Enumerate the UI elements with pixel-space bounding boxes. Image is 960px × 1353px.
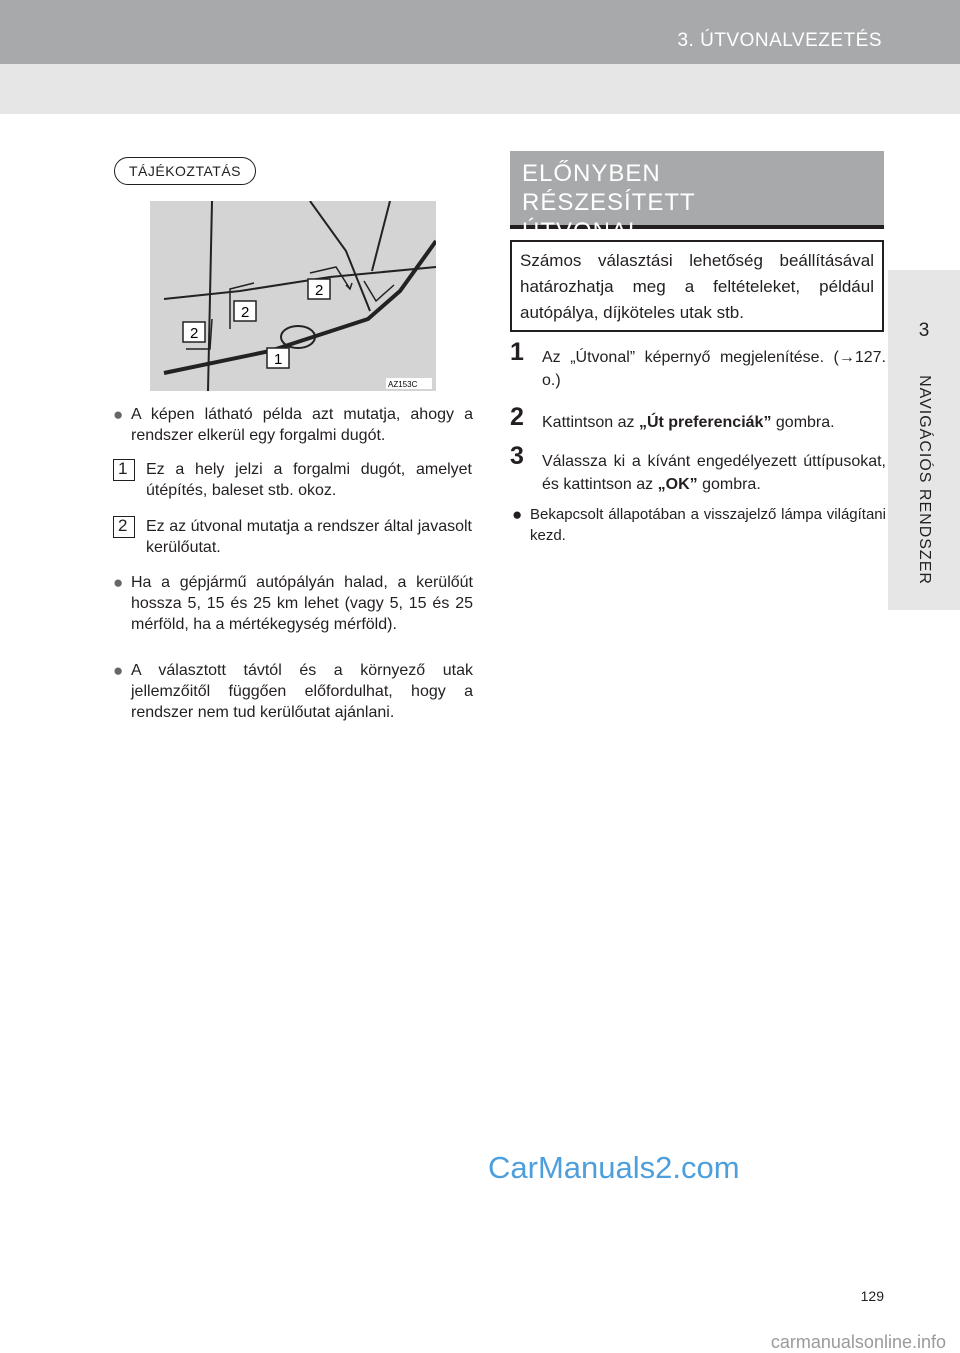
- map-code: AZ153C: [388, 380, 418, 389]
- map-marker-1: 1: [274, 351, 283, 368]
- side-tab-number: 3: [918, 320, 930, 341]
- step-bullet: [512, 504, 886, 546]
- step-item: [510, 403, 886, 434]
- info-label: TÁJÉKOZTATÁS: [114, 157, 256, 185]
- bullet-dot-icon: ●: [512, 505, 523, 524]
- info-bullet-text: A választott távtól és a környező utak jellemzőitől függően előfordulhat, hogy a rendszer nem tud kerülőutat ajánlani.: [131, 662, 473, 721]
- step-number: 3: [510, 442, 524, 470]
- info-bullet: [113, 572, 473, 635]
- info-bullet: [113, 660, 473, 723]
- numbered-item-text: Ez a hely jelzi a forgalmi dugót, amelyet útépítés, baleset stb. okoz.: [146, 461, 472, 499]
- bullet-dot-icon: ●: [113, 661, 124, 680]
- button-name: „Út preferenciák”: [638, 414, 772, 431]
- section-title: ELŐNYBEN RÉSZESÍTETT ÚTVONAL: [522, 160, 696, 245]
- intro-box: Számos választási lehetőség beállításával határozhatja meg a feltételeket, például autópálya, díjköteles utak stb.: [510, 240, 884, 332]
- map-marker-2c: 2: [315, 282, 324, 299]
- step-bullet-text: Bekapcsolt állapotában a visszajelző lámpa világítani kezd.: [530, 506, 886, 544]
- source-watermark: carmanualsonline.info: [770, 1332, 946, 1352]
- bullet-dot-icon: ●: [113, 405, 124, 424]
- step-text: Kattintson az „Út preferenciák” gombra.: [542, 414, 835, 431]
- step-text: Az „Útvonal” képernyő megjelenítése. (→127. o.): [542, 349, 886, 389]
- step-item: [510, 442, 886, 496]
- bullet-dot-icon: ●: [113, 573, 124, 592]
- watermark: CarManuals2.com: [488, 1150, 740, 1185]
- page-number: 129: [860, 1288, 884, 1304]
- map-marker-2a: 2: [190, 325, 199, 342]
- number-box-label: 2: [118, 516, 128, 535]
- info-bullet-text: A képen látható példa azt mutatja, ahogy a rendszer elkerül egy forgalmi dugót.: [131, 406, 473, 444]
- step-number: 2: [510, 403, 524, 431]
- number-box: [113, 459, 135, 481]
- info-bullet: [113, 404, 473, 446]
- number-box-label: 1: [118, 459, 128, 478]
- numbered-item-text: Ez az útvonal mutatja a rendszer által javasolt kerülőutat.: [146, 518, 472, 556]
- header-band-lower: [0, 64, 960, 114]
- side-tab-label: NAVIGÁCIÓS RENDSZER: [916, 375, 933, 585]
- number-box: [113, 516, 135, 538]
- section-heading: [510, 151, 884, 245]
- step-text: Válassza ki a kívánt engedélyezett úttípusokat, és kattintson az „OK” gombra.: [542, 453, 886, 493]
- step-number: 1: [510, 338, 524, 366]
- map-illustration: [150, 201, 436, 391]
- side-tab: [888, 270, 960, 610]
- step-item: [510, 338, 886, 392]
- button-name: „OK”: [657, 476, 698, 493]
- info-bullet-text: Ha a gépjármű autópályán halad, a kerülőút hossza 5, 15 és 25 km lehet (vagy 5, 15 és 25 mérföld, ha a mértékegység mérföld).: [131, 574, 473, 633]
- chapter-title: 3. ÚTVONALVEZETÉS: [677, 30, 882, 51]
- map-marker-2b: 2: [241, 304, 250, 321]
